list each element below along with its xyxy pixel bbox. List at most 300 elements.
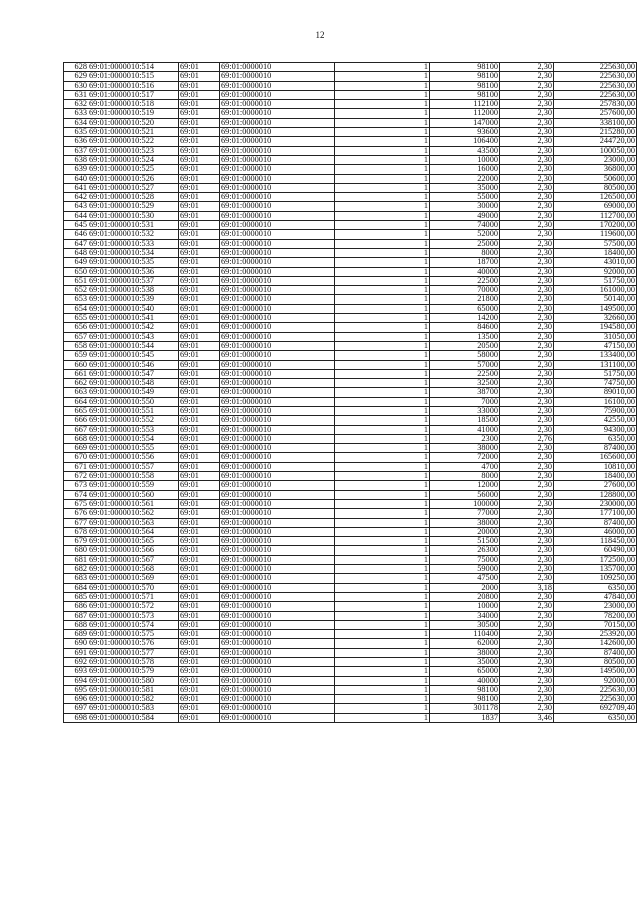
quarter-number-cell: 69:01:0000010 bbox=[220, 434, 335, 443]
area-value-cell: 62000 bbox=[430, 639, 500, 648]
area-value-cell: 51500 bbox=[430, 537, 500, 546]
cadastral-number-cell: 69:01:0000010:571 bbox=[88, 592, 179, 601]
area-value-cell: 98100 bbox=[430, 90, 500, 99]
rate-value-cell: 2,30 bbox=[500, 165, 554, 174]
cadastral-number-cell: 69:01:0000010:522 bbox=[88, 137, 179, 146]
table-row bbox=[64, 267, 637, 276]
area-value-cell: 20500 bbox=[430, 341, 500, 350]
cost-value-cell: 32660,00 bbox=[554, 314, 637, 323]
table-row bbox=[64, 146, 637, 155]
rate-value-cell: 2,30 bbox=[500, 221, 554, 230]
row-number-cell: 694 bbox=[64, 676, 89, 685]
region-code-cell: 69:01 bbox=[179, 155, 220, 164]
row-number-cell: 659 bbox=[64, 351, 89, 360]
cost-value-cell: 161000,00 bbox=[554, 286, 637, 295]
area-value-cell: 75000 bbox=[430, 555, 500, 564]
region-code-cell: 69:01 bbox=[179, 583, 220, 592]
area-value-cell: 55000 bbox=[430, 193, 500, 202]
row-number-cell: 670 bbox=[64, 453, 89, 462]
rate-value-cell: 2,30 bbox=[500, 685, 554, 694]
rate-value-cell: 2,30 bbox=[500, 639, 554, 648]
region-code-cell: 69:01 bbox=[179, 258, 220, 267]
cost-value-cell: 18400,00 bbox=[554, 248, 637, 257]
region-code-cell: 69:01 bbox=[179, 546, 220, 555]
rate-value-cell: 2,30 bbox=[500, 444, 554, 453]
quarter-number-cell: 69:01:0000010 bbox=[220, 100, 335, 109]
table-row bbox=[64, 314, 637, 323]
quarter-number-cell: 69:01:0000010 bbox=[220, 221, 335, 230]
table-row bbox=[64, 248, 637, 257]
quarter-number-cell: 69:01:0000010 bbox=[220, 713, 335, 722]
quarter-number-cell: 69:01:0000010 bbox=[220, 695, 335, 704]
area-value-cell: 40000 bbox=[430, 267, 500, 276]
area-value-cell: 33000 bbox=[430, 406, 500, 415]
row-number-cell: 689 bbox=[64, 630, 89, 639]
area-value-cell: 8000 bbox=[430, 472, 500, 481]
region-code-cell: 69:01 bbox=[179, 462, 220, 471]
row-number-cell: 674 bbox=[64, 490, 89, 499]
cost-value-cell: 128800,00 bbox=[554, 490, 637, 499]
cadastral-number-cell: 69:01:0000010:562 bbox=[88, 509, 179, 518]
cadastral-number-cell: 69:01:0000010:526 bbox=[88, 174, 179, 183]
region-code-cell: 69:01 bbox=[179, 509, 220, 518]
area-value-cell: 49000 bbox=[430, 211, 500, 220]
parcel-count-cell: 1 bbox=[335, 304, 430, 313]
row-number-cell: 635 bbox=[64, 128, 89, 137]
table-row bbox=[64, 286, 637, 295]
cadastral-number-cell: 69:01:0000010:551 bbox=[88, 406, 179, 415]
cost-value-cell: 149500,00 bbox=[554, 304, 637, 313]
parcel-count-cell: 1 bbox=[335, 90, 430, 99]
area-value-cell: 38000 bbox=[430, 648, 500, 657]
rate-value-cell: 2,30 bbox=[500, 72, 554, 81]
area-value-cell: 21800 bbox=[430, 295, 500, 304]
rate-value-cell: 2,30 bbox=[500, 211, 554, 220]
region-code-cell: 69:01 bbox=[179, 685, 220, 694]
quarter-number-cell: 69:01:0000010 bbox=[220, 425, 335, 434]
region-code-cell: 69:01 bbox=[179, 63, 220, 72]
cost-value-cell: 87400,00 bbox=[554, 444, 637, 453]
cadastral-number-cell: 69:01:0000010:525 bbox=[88, 165, 179, 174]
parcel-count-cell: 1 bbox=[335, 286, 430, 295]
cadastral-number-cell: 69:01:0000010:547 bbox=[88, 369, 179, 378]
rate-value-cell: 2,30 bbox=[500, 518, 554, 527]
table-row bbox=[64, 90, 637, 99]
quarter-number-cell: 69:01:0000010 bbox=[220, 444, 335, 453]
table-row bbox=[64, 332, 637, 341]
parcel-count-cell: 1 bbox=[335, 592, 430, 601]
quarter-number-cell: 69:01:0000010 bbox=[220, 472, 335, 481]
cost-value-cell: 87400,00 bbox=[554, 648, 637, 657]
cadastral-number-cell: 69:01:0000010:557 bbox=[88, 462, 179, 471]
region-code-cell: 69:01 bbox=[179, 490, 220, 499]
area-value-cell: 22500 bbox=[430, 276, 500, 285]
area-value-cell: 98100 bbox=[430, 72, 500, 81]
cadastral-number-cell: 69:01:0000010:578 bbox=[88, 658, 179, 667]
cost-value-cell: 36800,00 bbox=[554, 165, 637, 174]
area-value-cell: 65000 bbox=[430, 667, 500, 676]
cadastral-number-cell: 69:01:0000010:565 bbox=[88, 537, 179, 546]
cost-value-cell: 80500,00 bbox=[554, 658, 637, 667]
table-row bbox=[64, 351, 637, 360]
area-value-cell: 100000 bbox=[430, 499, 500, 508]
row-number-cell: 686 bbox=[64, 602, 89, 611]
cost-value-cell: 100050,00 bbox=[554, 146, 637, 155]
parcel-count-cell: 1 bbox=[335, 146, 430, 155]
cost-value-cell: 135700,00 bbox=[554, 565, 637, 574]
region-code-cell: 69:01 bbox=[179, 397, 220, 406]
area-value-cell: 110400 bbox=[430, 630, 500, 639]
parcel-count-cell: 1 bbox=[335, 704, 430, 713]
rate-value-cell: 2,30 bbox=[500, 388, 554, 397]
quarter-number-cell: 69:01:0000010 bbox=[220, 63, 335, 72]
parcel-count-cell: 1 bbox=[335, 453, 430, 462]
cadastral-number-cell: 69:01:0000010:566 bbox=[88, 546, 179, 555]
parcel-count-cell: 1 bbox=[335, 258, 430, 267]
cost-value-cell: 118450,00 bbox=[554, 537, 637, 546]
row-number-cell: 640 bbox=[64, 174, 89, 183]
cost-value-cell: 51750,00 bbox=[554, 276, 637, 285]
rate-value-cell: 2,30 bbox=[500, 416, 554, 425]
rate-value-cell: 2,30 bbox=[500, 704, 554, 713]
row-number-cell: 652 bbox=[64, 286, 89, 295]
parcel-count-cell: 1 bbox=[335, 267, 430, 276]
cost-value-cell: 27600,00 bbox=[554, 481, 637, 490]
region-code-cell: 69:01 bbox=[179, 379, 220, 388]
cadastral-number-cell: 69:01:0000010:530 bbox=[88, 211, 179, 220]
table-row bbox=[64, 211, 637, 220]
area-value-cell: 38000 bbox=[430, 518, 500, 527]
parcel-count-cell: 1 bbox=[335, 434, 430, 443]
table-row bbox=[64, 555, 637, 564]
rate-value-cell: 2,30 bbox=[500, 499, 554, 508]
rate-value-cell: 2,30 bbox=[500, 555, 554, 564]
table-row bbox=[64, 444, 637, 453]
table-row bbox=[64, 369, 637, 378]
row-number-cell: 644 bbox=[64, 211, 89, 220]
region-code-cell: 69:01 bbox=[179, 630, 220, 639]
cadastral-number-cell: 69:01:0000010:546 bbox=[88, 360, 179, 369]
quarter-number-cell: 69:01:0000010 bbox=[220, 518, 335, 527]
cost-value-cell: 692709,40 bbox=[554, 704, 637, 713]
area-value-cell: 57000 bbox=[430, 360, 500, 369]
quarter-number-cell: 69:01:0000010 bbox=[220, 639, 335, 648]
area-value-cell: 98100 bbox=[430, 695, 500, 704]
parcel-count-cell: 1 bbox=[335, 211, 430, 220]
quarter-number-cell: 69:01:0000010 bbox=[220, 379, 335, 388]
table-row bbox=[64, 379, 637, 388]
region-code-cell: 69:01 bbox=[179, 574, 220, 583]
table-row bbox=[64, 72, 637, 81]
quarter-number-cell: 69:01:0000010 bbox=[220, 239, 335, 248]
rate-value-cell: 2,30 bbox=[500, 676, 554, 685]
parcel-count-cell: 1 bbox=[335, 667, 430, 676]
table-row bbox=[64, 397, 637, 406]
rate-value-cell: 2,30 bbox=[500, 193, 554, 202]
cadastral-number-cell: 69:01:0000010:581 bbox=[88, 685, 179, 694]
parcel-count-cell: 1 bbox=[335, 620, 430, 629]
cost-value-cell: 119600,00 bbox=[554, 230, 637, 239]
rate-value-cell: 2,30 bbox=[500, 379, 554, 388]
parcel-count-cell: 1 bbox=[335, 658, 430, 667]
region-code-cell: 69:01 bbox=[179, 332, 220, 341]
parcel-count-cell: 1 bbox=[335, 314, 430, 323]
quarter-number-cell: 69:01:0000010 bbox=[220, 704, 335, 713]
cost-value-cell: 131100,00 bbox=[554, 360, 637, 369]
area-value-cell: 32500 bbox=[430, 379, 500, 388]
quarter-number-cell: 69:01:0000010 bbox=[220, 146, 335, 155]
row-number-cell: 668 bbox=[64, 434, 89, 443]
quarter-number-cell: 69:01:0000010 bbox=[220, 583, 335, 592]
quarter-number-cell: 69:01:0000010 bbox=[220, 658, 335, 667]
cadastral-number-cell: 69:01:0000010:524 bbox=[88, 155, 179, 164]
row-number-cell: 655 bbox=[64, 314, 89, 323]
area-value-cell: 2300 bbox=[430, 434, 500, 443]
row-number-cell: 697 bbox=[64, 704, 89, 713]
cost-value-cell: 50140,00 bbox=[554, 295, 637, 304]
row-number-cell: 643 bbox=[64, 202, 89, 211]
region-code-cell: 69:01 bbox=[179, 90, 220, 99]
table-row bbox=[64, 490, 637, 499]
region-code-cell: 69:01 bbox=[179, 314, 220, 323]
parcel-count-cell: 1 bbox=[335, 248, 430, 257]
quarter-number-cell: 69:01:0000010 bbox=[220, 128, 335, 137]
area-value-cell: 59000 bbox=[430, 565, 500, 574]
parcel-count-cell: 1 bbox=[335, 490, 430, 499]
region-code-cell: 69:01 bbox=[179, 221, 220, 230]
cadastral-number-cell: 69:01:0000010:569 bbox=[88, 574, 179, 583]
area-value-cell: 41000 bbox=[430, 425, 500, 434]
cadastral-number-cell: 69:01:0000010:521 bbox=[88, 128, 179, 137]
table-row bbox=[64, 183, 637, 192]
table-row bbox=[64, 648, 637, 657]
area-value-cell: 22000 bbox=[430, 174, 500, 183]
table-row bbox=[64, 620, 637, 629]
quarter-number-cell: 69:01:0000010 bbox=[220, 276, 335, 285]
table-row bbox=[64, 276, 637, 285]
table-row bbox=[64, 202, 637, 211]
cost-value-cell: 109250,00 bbox=[554, 574, 637, 583]
cadastral-number-cell: 69:01:0000010:583 bbox=[88, 704, 179, 713]
parcel-count-cell: 1 bbox=[335, 128, 430, 137]
rate-value-cell: 2,30 bbox=[500, 472, 554, 481]
row-number-cell: 637 bbox=[64, 146, 89, 155]
area-value-cell: 93600 bbox=[430, 128, 500, 137]
row-number-cell: 678 bbox=[64, 527, 89, 536]
quarter-number-cell: 69:01:0000010 bbox=[220, 211, 335, 220]
parcel-count-cell: 1 bbox=[335, 425, 430, 434]
cost-value-cell: 42550,00 bbox=[554, 416, 637, 425]
row-number-cell: 649 bbox=[64, 258, 89, 267]
rate-value-cell: 2,30 bbox=[500, 276, 554, 285]
region-code-cell: 69:01 bbox=[179, 351, 220, 360]
region-code-cell: 69:01 bbox=[179, 267, 220, 276]
row-number-cell: 646 bbox=[64, 230, 89, 239]
quarter-number-cell: 69:01:0000010 bbox=[220, 155, 335, 164]
area-value-cell: 65000 bbox=[430, 304, 500, 313]
cost-value-cell: 225630,00 bbox=[554, 63, 637, 72]
row-number-cell: 656 bbox=[64, 323, 89, 332]
parcel-count-cell: 1 bbox=[335, 379, 430, 388]
quarter-number-cell: 69:01:0000010 bbox=[220, 360, 335, 369]
quarter-number-cell: 69:01:0000010 bbox=[220, 462, 335, 471]
cost-value-cell: 31050,00 bbox=[554, 332, 637, 341]
cadastral-number-cell: 69:01:0000010:561 bbox=[88, 499, 179, 508]
table-row bbox=[64, 611, 637, 620]
cost-value-cell: 47150,00 bbox=[554, 341, 637, 350]
cadastral-number-cell: 69:01:0000010:555 bbox=[88, 444, 179, 453]
row-number-cell: 641 bbox=[64, 183, 89, 192]
row-number-cell: 634 bbox=[64, 118, 89, 127]
region-code-cell: 69:01 bbox=[179, 341, 220, 350]
region-code-cell: 69:01 bbox=[179, 565, 220, 574]
rate-value-cell: 2,30 bbox=[500, 630, 554, 639]
parcel-count-cell: 1 bbox=[335, 546, 430, 555]
rate-value-cell: 2,30 bbox=[500, 341, 554, 350]
area-value-cell: 112000 bbox=[430, 109, 500, 118]
cadastral-number-cell: 69:01:0000010:563 bbox=[88, 518, 179, 527]
rate-value-cell: 2,30 bbox=[500, 667, 554, 676]
region-code-cell: 69:01 bbox=[179, 555, 220, 564]
cost-value-cell: 23000,00 bbox=[554, 155, 637, 164]
region-code-cell: 69:01 bbox=[179, 472, 220, 481]
area-value-cell: 10000 bbox=[430, 155, 500, 164]
cost-value-cell: 74750,00 bbox=[554, 379, 637, 388]
table-row bbox=[64, 527, 637, 536]
quarter-number-cell: 69:01:0000010 bbox=[220, 546, 335, 555]
cadastral-number-cell: 69:01:0000010:575 bbox=[88, 630, 179, 639]
parcel-count-cell: 1 bbox=[335, 72, 430, 81]
area-value-cell: 84600 bbox=[430, 323, 500, 332]
area-value-cell: 1837 bbox=[430, 713, 500, 722]
area-value-cell: 98100 bbox=[430, 63, 500, 72]
cost-value-cell: 253920,00 bbox=[554, 630, 637, 639]
region-code-cell: 69:01 bbox=[179, 518, 220, 527]
cost-value-cell: 112700,00 bbox=[554, 211, 637, 220]
cost-value-cell: 177100,00 bbox=[554, 509, 637, 518]
cadastral-number-cell: 69:01:0000010:533 bbox=[88, 239, 179, 248]
table-row bbox=[64, 388, 637, 397]
cadastral-number-cell: 69:01:0000010:535 bbox=[88, 258, 179, 267]
rate-value-cell: 2,30 bbox=[500, 239, 554, 248]
row-number-cell: 687 bbox=[64, 611, 89, 620]
table-row bbox=[64, 462, 637, 471]
parcel-count-cell: 1 bbox=[335, 611, 430, 620]
row-number-cell: 633 bbox=[64, 109, 89, 118]
cadastral-number-cell: 69:01:0000010:554 bbox=[88, 434, 179, 443]
table-row bbox=[64, 63, 637, 72]
quarter-number-cell: 69:01:0000010 bbox=[220, 602, 335, 611]
quarter-number-cell: 69:01:0000010 bbox=[220, 499, 335, 508]
row-number-cell: 628 bbox=[64, 63, 89, 72]
region-code-cell: 69:01 bbox=[179, 146, 220, 155]
quarter-number-cell: 69:01:0000010 bbox=[220, 286, 335, 295]
cost-value-cell: 87400,00 bbox=[554, 518, 637, 527]
row-number-cell: 648 bbox=[64, 248, 89, 257]
area-value-cell: 18500 bbox=[430, 416, 500, 425]
region-code-cell: 69:01 bbox=[179, 499, 220, 508]
cadastral-number-cell: 69:01:0000010:582 bbox=[88, 695, 179, 704]
cadastral-number-cell: 69:01:0000010:550 bbox=[88, 397, 179, 406]
rate-value-cell: 2,76 bbox=[500, 434, 554, 443]
row-number-cell: 680 bbox=[64, 546, 89, 555]
cadastral-number-cell: 69:01:0000010:558 bbox=[88, 472, 179, 481]
region-code-cell: 69:01 bbox=[179, 611, 220, 620]
cadastral-number-cell: 69:01:0000010:567 bbox=[88, 555, 179, 564]
parcel-count-cell: 1 bbox=[335, 509, 430, 518]
region-code-cell: 69:01 bbox=[179, 658, 220, 667]
row-number-cell: 632 bbox=[64, 100, 89, 109]
cadastral-number-cell: 69:01:0000010:577 bbox=[88, 648, 179, 657]
table-body bbox=[64, 63, 637, 723]
region-code-cell: 69:01 bbox=[179, 453, 220, 462]
region-code-cell: 69:01 bbox=[179, 602, 220, 611]
table-row bbox=[64, 676, 637, 685]
cadastral-number-cell: 69:01:0000010:553 bbox=[88, 425, 179, 434]
parcel-count-cell: 1 bbox=[335, 239, 430, 248]
rate-value-cell: 2,30 bbox=[500, 183, 554, 192]
table-row bbox=[64, 341, 637, 350]
parcel-count-cell: 1 bbox=[335, 109, 430, 118]
region-code-cell: 69:01 bbox=[179, 388, 220, 397]
cadastral-number-cell: 69:01:0000010:529 bbox=[88, 202, 179, 211]
row-number-cell: 647 bbox=[64, 239, 89, 248]
cost-value-cell: 149500,00 bbox=[554, 667, 637, 676]
area-value-cell: 52000 bbox=[430, 230, 500, 239]
row-number-cell: 696 bbox=[64, 695, 89, 704]
cost-value-cell: 172500,00 bbox=[554, 555, 637, 564]
cost-value-cell: 69000,00 bbox=[554, 202, 637, 211]
row-number-cell: 651 bbox=[64, 276, 89, 285]
region-code-cell: 69:01 bbox=[179, 165, 220, 174]
cost-value-cell: 50600,00 bbox=[554, 174, 637, 183]
rate-value-cell: 2,30 bbox=[500, 527, 554, 536]
region-code-cell: 69:01 bbox=[179, 128, 220, 137]
row-number-cell: 663 bbox=[64, 388, 89, 397]
cost-value-cell: 94300,00 bbox=[554, 425, 637, 434]
row-number-cell: 684 bbox=[64, 583, 89, 592]
cadastral-number-cell: 69:01:0000010:544 bbox=[88, 341, 179, 350]
quarter-number-cell: 69:01:0000010 bbox=[220, 490, 335, 499]
region-code-cell: 69:01 bbox=[179, 72, 220, 81]
row-number-cell: 676 bbox=[64, 509, 89, 518]
region-code-cell: 69:01 bbox=[179, 174, 220, 183]
region-code-cell: 69:01 bbox=[179, 406, 220, 415]
cadastral-number-cell: 69:01:0000010:531 bbox=[88, 221, 179, 230]
area-value-cell: 18700 bbox=[430, 258, 500, 267]
area-value-cell: 20800 bbox=[430, 592, 500, 601]
cadastral-number-cell: 69:01:0000010:517 bbox=[88, 90, 179, 99]
parcel-count-cell: 1 bbox=[335, 676, 430, 685]
row-number-cell: 671 bbox=[64, 462, 89, 471]
region-code-cell: 69:01 bbox=[179, 100, 220, 109]
area-value-cell: 13500 bbox=[430, 332, 500, 341]
cost-value-cell: 47840,00 bbox=[554, 592, 637, 601]
row-number-cell: 658 bbox=[64, 341, 89, 350]
area-value-cell: 38000 bbox=[430, 444, 500, 453]
region-code-cell: 69:01 bbox=[179, 369, 220, 378]
region-code-cell: 69:01 bbox=[179, 81, 220, 90]
table-row bbox=[64, 165, 637, 174]
row-number-cell: 693 bbox=[64, 667, 89, 676]
parcel-count-cell: 1 bbox=[335, 323, 430, 332]
parcel-count-cell: 1 bbox=[335, 202, 430, 211]
cost-value-cell: 225630,00 bbox=[554, 72, 637, 81]
table-row bbox=[64, 128, 637, 137]
quarter-number-cell: 69:01:0000010 bbox=[220, 592, 335, 601]
cadastral-number-cell: 69:01:0000010:549 bbox=[88, 388, 179, 397]
cadastral-number-cell: 69:01:0000010:543 bbox=[88, 332, 179, 341]
